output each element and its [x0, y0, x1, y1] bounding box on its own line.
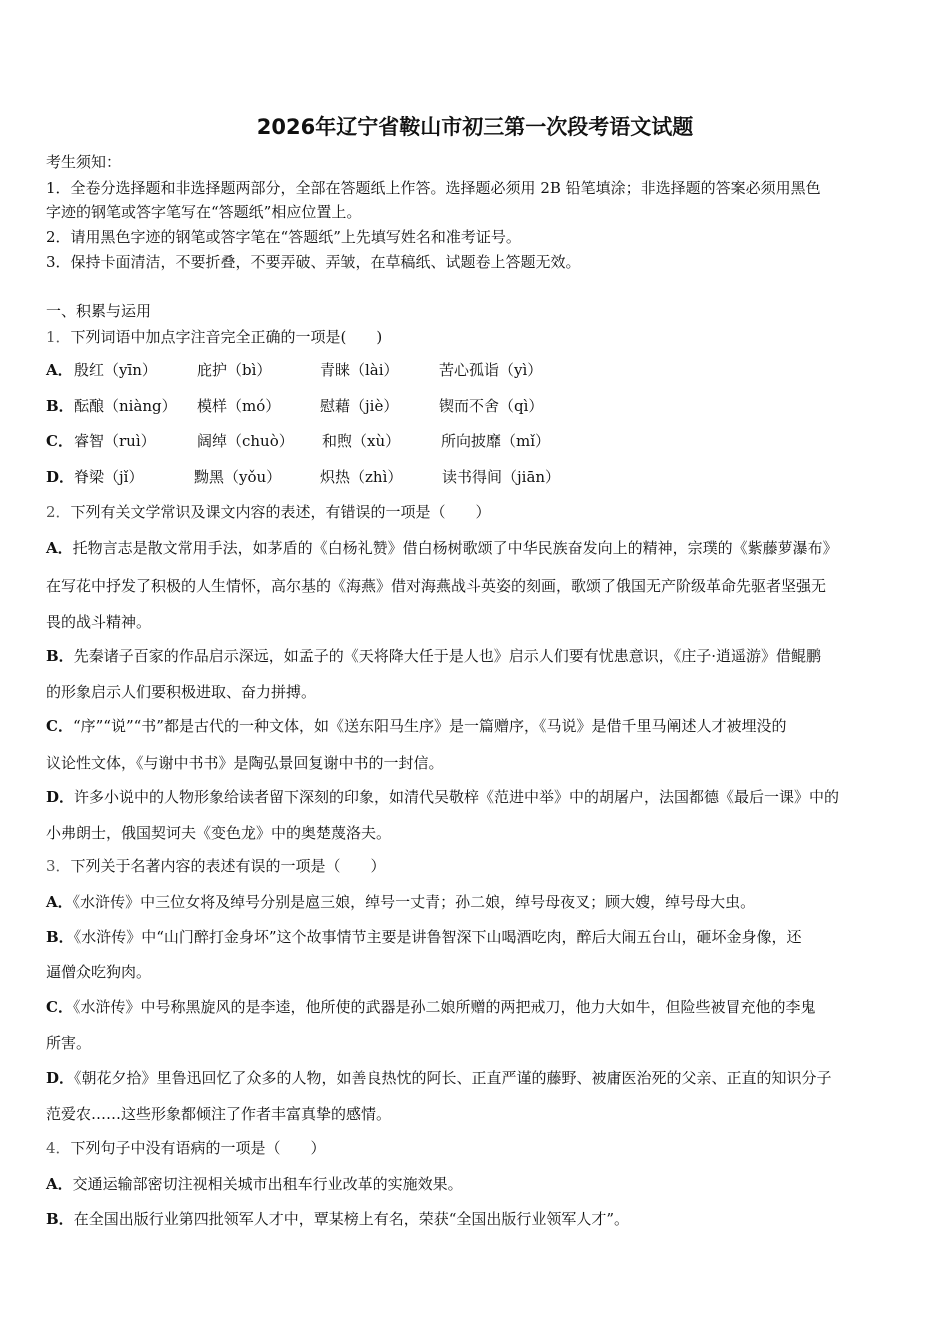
q2-option-b — [46, 646, 821, 666]
option-text: 托物言志是散文常用手法，如茅盾的《白杨礼赞》借白杨树歌颂了中华民族奋发向上的精神，宗璞的《紫藤萝瀑布》 — [72, 539, 838, 557]
option-text: 许多小说中的人物形象给读者留下深刻的印象，如清代吴敬梓《范进中举》中的胡屠户，法国都德《最后一课》中的 — [74, 788, 840, 806]
question-text: 下列有关文学常识及课文内容的表述，有错误的一项是（ ） — [70, 503, 491, 521]
question-text: 下列词语中加点字注音完全正确的一项是( ) — [70, 328, 383, 346]
option-label: C． — [46, 998, 73, 1016]
option-item: 庇护（bì） — [197, 361, 272, 379]
option-text: 《朝花夕拾》里鲁迅回忆了众多的人物，如善良热忱的阿长、正直严谨的藤野、被庸医治死的父亲、正直的知识分子 — [74, 1069, 832, 1087]
option-text: 交通运输部密切注视相关城市出租车行业改革的实施效果。 — [72, 1175, 463, 1193]
section-heading: 一、积累与运用 — [46, 302, 152, 320]
option-text-cont: 的形象启示人们要积极进取、奋力拼搏。 — [46, 683, 317, 701]
option-label: D． — [46, 1069, 75, 1087]
q3-option-d — [46, 1068, 832, 1088]
q2-option-a — [46, 538, 838, 558]
question-text: 下列关于名著内容的表述有误的一项是（ ） — [70, 857, 386, 875]
option-item: 脊梁（jǐ） — [74, 468, 144, 486]
option-item: 睿智（ruì） — [74, 432, 156, 450]
option-text: 《水浒传》中“山门醉打金身坏”这个故事情节主要是讲鲁智深下山喝酒吃肉，醉后大闹五台山，砸坏金身像，还 — [73, 928, 802, 946]
option-item: 阔绰（chuò） — [197, 432, 294, 450]
question-number: 3． — [46, 857, 71, 875]
option-item: 酝酿（niàng） — [74, 397, 177, 415]
question-number: 4． — [46, 1139, 71, 1157]
option-item: 和煦（xù） — [322, 432, 401, 450]
option-item: 苦心孤诣（yì） — [439, 361, 543, 379]
option-label: B． — [46, 1210, 74, 1228]
notice-line: 1．全卷分选择题和非选择题两部分，全部在答题纸上作答。选择题必须用 2B 铅笔填涂；非选择题的答案必须用黑色 — [46, 179, 821, 197]
question-4-stem — [46, 1138, 326, 1158]
option-label: A． — [46, 1175, 73, 1193]
option-label: A． — [46, 893, 73, 911]
notice-line: 2．请用黑色字迹的钢笔或答字笔在“答题纸”上先填写姓名和准考证号。 — [46, 228, 521, 246]
option-item: 炽热（zhì） — [320, 468, 403, 486]
q3-option-c — [46, 997, 815, 1017]
option-label: B． — [46, 928, 74, 946]
notice-line: 3．保持卡面清洁，不要折叠，不要弄破、弄皱，在草稿纸、试题卷上答题无效。 — [46, 253, 581, 271]
option-text-cont: 范爱农……这些形象都倾注了作者丰富真挚的感情。 — [46, 1105, 392, 1123]
option-item: 慰藉（jiè） — [320, 397, 399, 415]
option-label: A． — [46, 539, 73, 557]
option-text-cont: 逼僧众吃狗肉。 — [46, 963, 152, 981]
q2-option-c — [46, 716, 786, 736]
q3-option-b — [46, 927, 802, 947]
question-3-stem — [46, 856, 386, 876]
option-item: 所向披靡（mǐ） — [441, 432, 551, 450]
option-text-cont: 议论性文体，《与谢中书书》是陶弘景回复谢中书的一封信。 — [46, 754, 444, 772]
option-text: 《水浒传》中三位女将及绰号分别是扈三娘，绰号一丈青；孙二娘，绰号母夜叉；顾大嫂，绰号母大虫。 — [72, 893, 756, 911]
option-text-cont: 小弗朗士，俄国契诃夫《变色龙》中的奥楚蔑洛夫。 — [46, 824, 392, 842]
question-number: 1． — [46, 328, 71, 346]
option-text: 在全国出版行业第四批领军人才中，覃某榜上有名，荣获“全国出版行业领军人才”。 — [73, 1210, 630, 1228]
q2-option-d — [46, 787, 839, 807]
option-item: 青睐（lài） — [320, 361, 399, 379]
question-text: 下列句子中没有语病的一项是（ ） — [70, 1139, 326, 1157]
option-item: 读书得间（jiān） — [442, 468, 561, 486]
option-item: 殷红（yīn） — [74, 361, 157, 379]
option-item: 模样（mó） — [197, 397, 281, 415]
notice-heading: 考生须知： — [46, 153, 122, 171]
option-text: 《水浒传》中号称黑旋风的是李逵，他所使的武器是孙二娘所赠的两把戒刀，他力大如牛，但险些被冒充他的李鬼 — [72, 998, 816, 1016]
option-text-cont: 在写花中抒发了积极的人生情怀，高尔基的《海燕》借对海燕战斗英姿的刻画，歌颂了俄国无产阶级革命先驱者坚强无 — [46, 577, 827, 595]
question-number: 2． — [46, 503, 71, 521]
option-text-cont: 所害。 — [46, 1034, 92, 1052]
option-label: D． — [46, 788, 75, 806]
option-text: 先秦诸子百家的作品启示深远，如孟子的《天将降大任于是人也》启示人们要有忧患意识，《庄子·逍遥游》借鲲鹏 — [73, 647, 821, 665]
q3-option-a — [46, 892, 755, 912]
option-label: B． — [46, 397, 74, 415]
q4-option-b — [46, 1209, 629, 1229]
option-item: 锲而不舍（qì） — [439, 397, 544, 415]
q4-option-a — [46, 1174, 463, 1194]
option-label: B． — [46, 647, 74, 665]
option-label: A． — [46, 361, 73, 379]
question-2-stem — [46, 502, 491, 522]
option-text-cont: 畏的战斗精神。 — [46, 613, 152, 631]
question-1-stem — [46, 327, 382, 347]
option-item: 黝黑（yǒu） — [194, 468, 282, 486]
option-text: “序”“说”“书”都是古代的一种文体，如《送东阳马生序》是一篇赠序，《马说》是借千里马阐述人才被埋没的 — [72, 717, 787, 735]
option-label: C． — [46, 432, 73, 450]
notice-line: 字迹的钢笔或答字笔写在“答题纸”相应位置上。 — [46, 203, 362, 221]
option-label: C． — [46, 717, 73, 735]
option-label: D． — [46, 468, 75, 486]
page-title: 2026年辽宁省鞍山市初三第一次段考语文试题 — [256, 115, 694, 139]
